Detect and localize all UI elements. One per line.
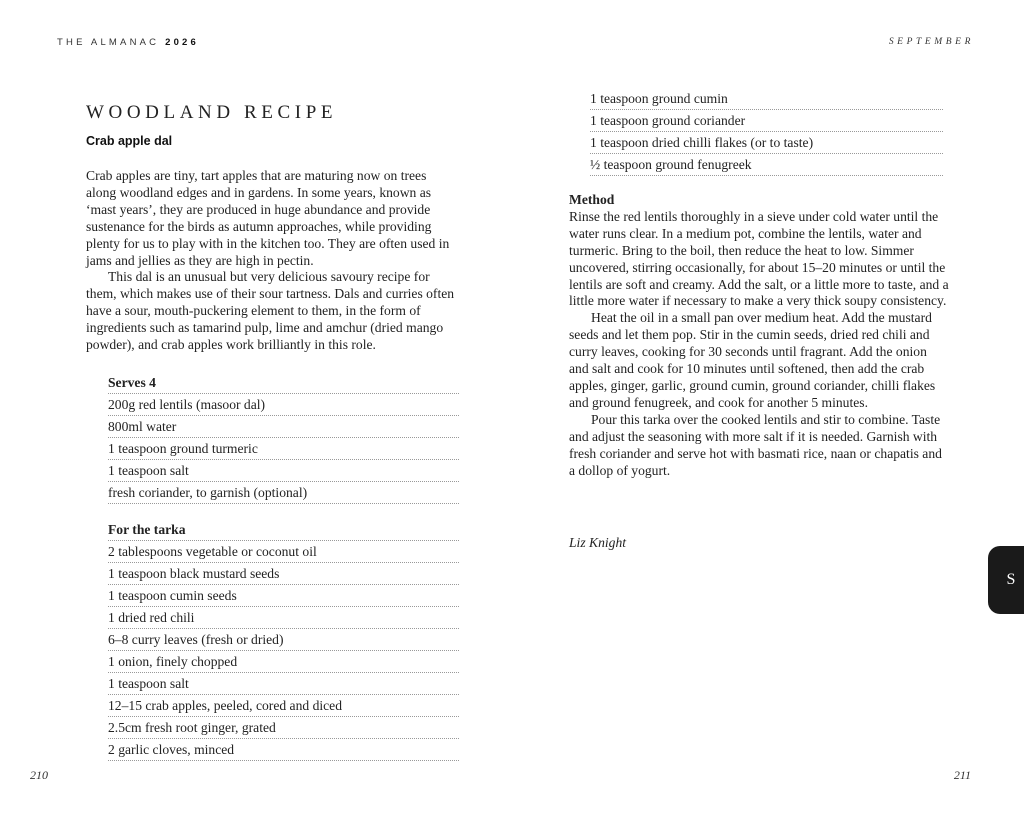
ingredients-tarka-continued — [590, 88, 943, 176]
running-head-right: SEPTEMBER — [888, 37, 974, 47]
almanac-year: 2026 — [165, 37, 200, 48]
serves-heading: Serves 4 — [108, 372, 459, 394]
ingredient-row: 2 tablespoons vegetable or coconut oil — [108, 541, 459, 563]
tarka-heading: For the tarka — [108, 519, 459, 541]
page-number-left: 210 — [30, 768, 48, 782]
ingredient-row: 12–15 crab apples, peeled, cored and diced — [108, 695, 459, 717]
running-head-left — [57, 37, 199, 48]
ingredient-row: 200g red lentils (masoor dal) — [108, 394, 459, 416]
almanac-title: THE ALMANAC — [57, 37, 160, 48]
ingredient-row: 1 teaspoon black mustard seeds — [108, 563, 459, 585]
section-title: WOODLAND RECIPE — [86, 101, 338, 123]
ingredient-row: 1 teaspoon salt — [108, 673, 459, 695]
ingredient-row: 6–8 curry leaves (fresh or dried) — [108, 629, 459, 651]
recipe-title: Crab apple dal — [86, 134, 173, 148]
month-thumb-tab[interactable] — [988, 546, 1024, 614]
ingredient-row: 1 teaspoon ground cumin — [590, 88, 943, 110]
method-section — [569, 192, 949, 479]
ingredients-main — [108, 372, 459, 504]
intro-text — [86, 168, 456, 354]
method-paragraph: Heat the oil in a small pan over medium heat. Add the mustard seeds and let them pop. Stir in the cumin seeds, dried red chili and curry leaves, cooking for 30 seconds until fragrant. Add the onion and salt and cook for 10 minutes until softened, then add the crab apples, ginger, garlic, ground cumin, ground coriander, chilli flakes and ground fenugreek, and cook for another 5 minutes. — [569, 310, 936, 410]
ingredient-row: 1 teaspoon ground coriander — [590, 110, 943, 132]
ingredient-row: 2 garlic cloves, minced — [108, 739, 459, 761]
method-paragraph: Pour this tarka over the cooked lentils and stir to combine. Taste and adjust the seasoning with more salt if it is needed. Garnish with fresh coriander and serve hot with basmati rice, naan or chapatis and a dollop of yogurt. — [569, 411, 942, 478]
author-credit: Liz Knight — [569, 535, 627, 550]
method-heading: Method — [569, 192, 615, 207]
ingredient-row: 1 teaspoon cumin seeds — [108, 585, 459, 607]
page-number-right: 211 — [953, 768, 971, 782]
ingredient-row: 1 teaspoon salt — [108, 460, 459, 482]
ingredient-row: 800ml water — [108, 416, 459, 438]
ingredient-row: 1 onion, finely chopped — [108, 651, 459, 673]
intro-paragraph: This dal is an unusual but very delicious savoury recipe for them, which makes use of their sour tartness. Dals and curries often have a sour, mouth-puckering element to them, in the form of ingredients such as tamarind pulp, lime and amchur (dried mango powder), and crab apples work brilliantly in this role. — [86, 269, 455, 353]
ingredients-tarka — [108, 519, 459, 761]
ingredient-row: 2.5cm fresh root ginger, grated — [108, 717, 459, 739]
ingredient-row: 1 teaspoon ground turmeric — [108, 438, 459, 460]
ingredient-row: fresh coriander, to garnish (optional) — [108, 482, 459, 504]
right-page — [512, 0, 1024, 820]
intro-paragraph: Crab apples are tiny, tart apples that are maturing now on trees along woodland edges and in gardens. In some years, known as ‘mast years’, they are produced in huge abundance and provide sustenance for the birds as autumn approaches, while providing plenty for us to play with in the kitchen too. They are often used in jams and jellies as they are high in pectin. — [86, 168, 450, 268]
method-paragraph: Rinse the red lentils thoroughly in a sieve under cold water until the water runs clear. In a medium pot, combine the lentils, water and turmeric. Bring to the boil, then reduce the heat to low. Simmer uncovered, stirring occasionally, for about 15–20 minutes or until the lentils are soft and creamy. Add the salt, or a little more to taste, and a little more water if necessary to make a very thick soupy consistency. — [569, 208, 949, 309]
ingredient-row: 1 teaspoon dried chilli flakes (or to taste) — [590, 132, 943, 154]
thumb-tab-letter: S — [1006, 571, 1016, 588]
ingredient-row: 1 dried red chili — [108, 607, 459, 629]
ingredient-row: ½ teaspoon ground fenugreek — [590, 154, 943, 176]
